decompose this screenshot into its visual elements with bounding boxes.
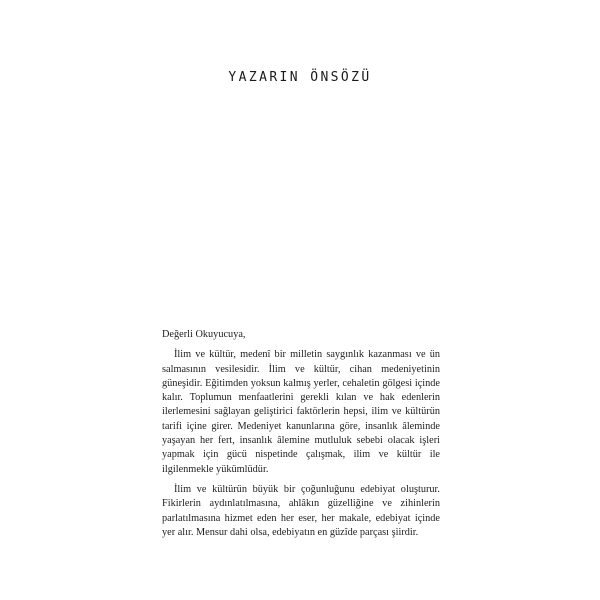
preface-body (162, 328, 440, 546)
page-title: YAZARIN ÖNSÖZÜ (228, 70, 372, 85)
paragraph-1: İlim ve kültür, medenî bir milletin saygınlık kazanması ve ün salmasının vesilesidir. İlim ve kültür, cihan medeniyetinin güneşidir. Eğitimden yoksun kalmış yerler, cehaletin gölgesi içinde kalır. Toplumun menfaatlerini gerekli kılan ve hak edenlerin ilerlemesini sağlayan geliştirici faktörlerin hepsi, ilim ve kültürün tarifi içine girer. Medeniyet kanunlarına göre, insanlık âleminde yaşayan her fert, insanlık âlemine mutluluk sebebi olacak işleri yapmak için gücü nispetinde çalışmak, ilim ve kültür ile ilgilenmekle yükümlüdür. (162, 349, 440, 475)
salutation: Değerli Okuyucuya, (162, 329, 246, 340)
paragraph-2: İlim ve kültürün büyük bir çoğunluğunu edebiyat oluşturur. Fikirlerin aydınlatılmasına, ahlâkın güzelliğine ve zihinlerin parlatılmasına hizmet eden her eser, her makale, edebiyat içinde yer alır. Mensur dahi olsa, edebiyatın en güzîde parçası şiirdir. (162, 483, 440, 538)
